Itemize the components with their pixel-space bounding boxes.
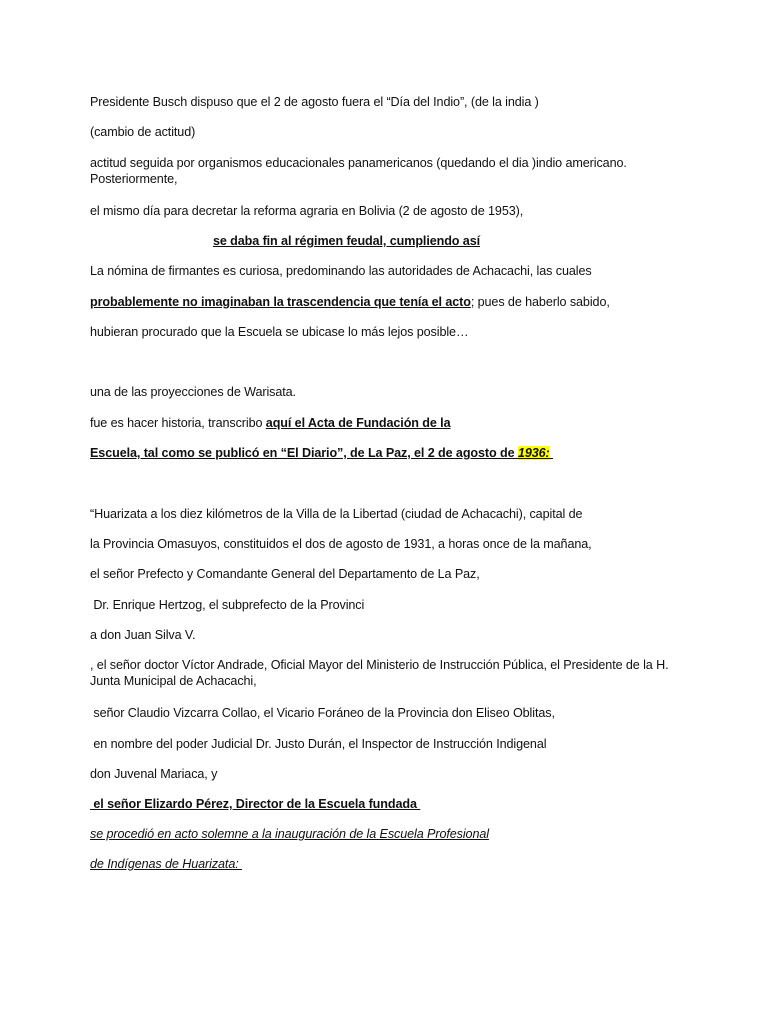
highlighted-year: 1936: <box>517 446 550 460</box>
underlined-trailing-space <box>550 446 553 460</box>
paragraph-juan-silva: a don Juan Silva V. <box>90 628 196 642</box>
paragraph-lo-mas-lejos: hubieran procurado que la Escuela se ubicase lo más lejos posible… <box>90 325 469 339</box>
paragraph-huarizata-diez-km: “Huarizata a los diez kilómetros de la Villa de la Libertad (ciudad de Achacachi), capital de <box>90 507 583 521</box>
paragraph-victor-andrade: , el señor doctor Víctor Andrade, Oficial Mayor del Ministerio de Instrucción Pública, el Presidente de la H. Junta Municipal de Achacachi, <box>90 658 669 688</box>
paragraph-cambio-de-actitud: (cambio de actitud) <box>90 125 196 139</box>
paragraph-regimen-feudal: se daba fin al régimen feudal, cumpliendo así <box>212 234 481 248</box>
paragraph-elizardo-perez: el señor Elizardo Pérez, Director de la Escuela fundada <box>90 797 421 811</box>
paragraph-reforma-agraria: el mismo día para decretar la reforma agraria en Bolivia (2 de agosto de 1953), <box>90 204 524 218</box>
paragraph-el-diario <box>90 445 690 461</box>
paragraph-acto-solemne: se procedió en acto solemne a la inauguración de la Escuela Profesional <box>90 827 489 841</box>
paragraph-vizcarra: señor Claudio Vizcarra Collao, el Vicario Foráneo de la Provincia don Eliseo Oblitas, <box>90 706 555 720</box>
paragraph-provincia-omasuyos: la Provincia Omasuyos, constituidos el dos de agosto de 1931, a horas once de la mañana, <box>90 537 592 551</box>
paragraph-busch-dia-del-indio: Presidente Busch dispuso que el 2 de agosto fuera el “Día del Indio”, (de la india ) <box>90 95 539 109</box>
underlined-trascendencia: probablemente no imaginaban la trascendencia que tenía el acto <box>90 295 471 309</box>
paragraph-hacer-historia <box>90 415 690 431</box>
paragraph-nomina-firmantes: La nómina de firmantes es curiosa, predominando las autoridades de Achacachi, las cuales <box>90 264 592 278</box>
underlined-acta-fundacion: aquí el Acta de Fundación de la <box>265 416 451 430</box>
paragraph-trascendencia <box>90 294 690 310</box>
paragraph-indigenas-huarizata: de Indígenas de Huarizata: <box>90 857 243 871</box>
text-transcribo: fue es hacer historia, transcribo <box>90 416 266 430</box>
paragraph-proyecciones-warisata: una de las proyecciones de Warisata. <box>90 385 296 399</box>
paragraph-organismos-panamericanos: actitud seguida por organismos educacionales panamericanos (quedando el dia )indio americano. Posteriormente, <box>90 156 627 186</box>
paragraph-justo-duran: en nombre del poder Judicial Dr. Justo Durán, el Inspector de Instrucción Indigenal <box>90 737 547 751</box>
paragraph-prefecto: el señor Prefecto y Comandante General del Departamento de La Paz, <box>90 567 480 581</box>
text-haberlo-sabido: ; pues de haberlo sabido, <box>470 295 610 309</box>
paragraph-hertzog: Dr. Enrique Hertzog, el subprefecto de la Provinci <box>90 598 365 612</box>
paragraph-juvenal-mariaca: don Juvenal Mariaca, y <box>90 767 218 781</box>
underlined-el-diario: Escuela, tal como se publicó en “El Diario”, de La Paz, el 2 de agosto de <box>90 446 518 460</box>
